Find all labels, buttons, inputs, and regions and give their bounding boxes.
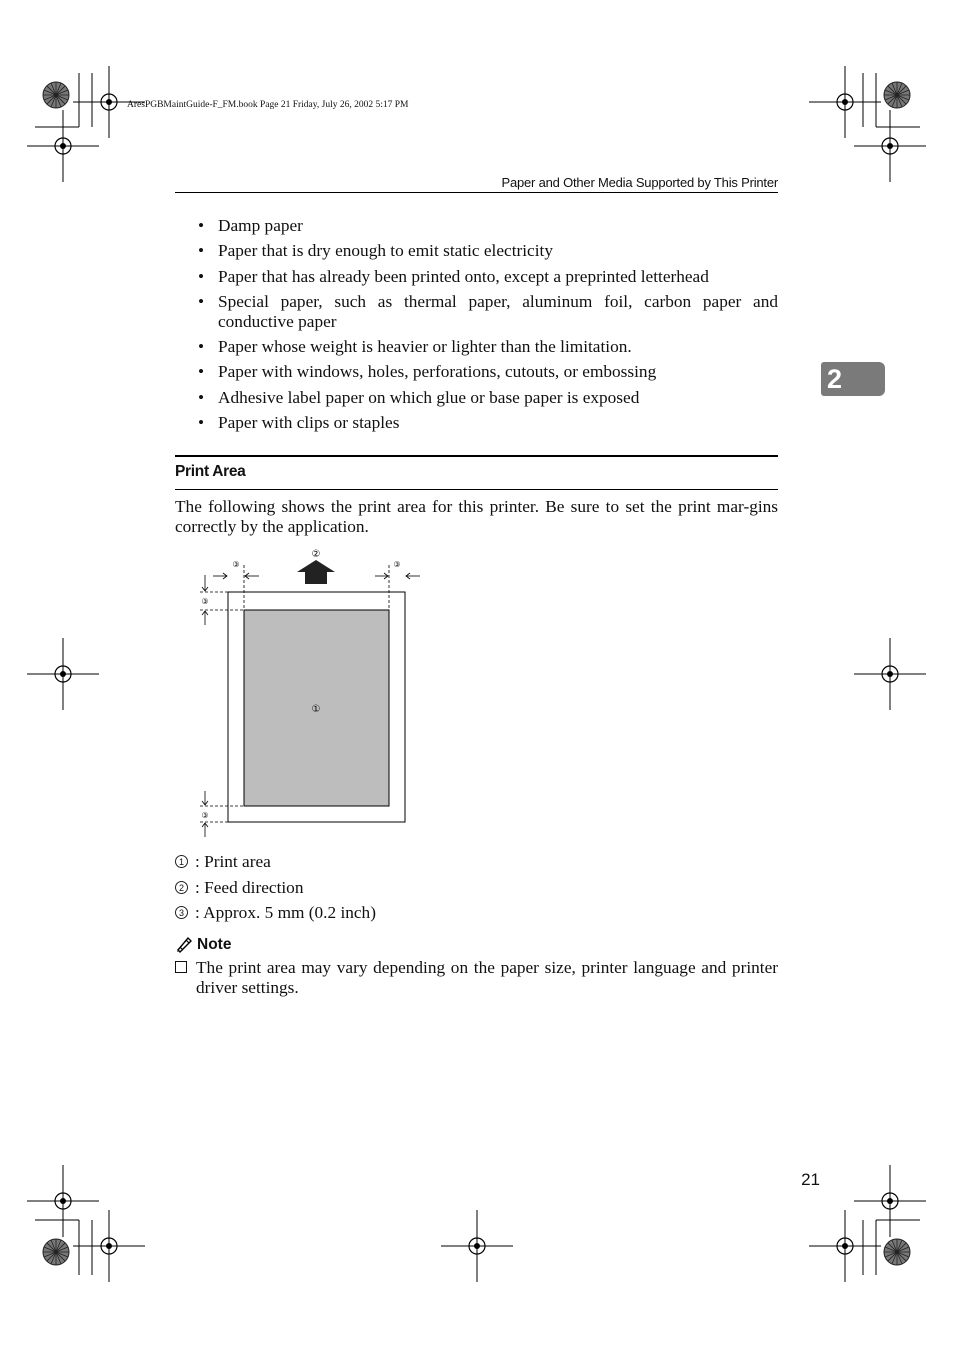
list-item: • Damp paper [175, 216, 778, 236]
section-rule-bottom [175, 489, 778, 490]
note-label: Note [197, 936, 232, 953]
print-area-diagram [195, 545, 435, 845]
section-rule-top [175, 455, 778, 457]
list-item: • Paper that has already been printed onto, except a preprinted letterhead [175, 267, 778, 287]
callout-print-area: ① [311, 704, 321, 715]
section-title: Print Area [175, 463, 246, 480]
legend-marker: 1 [175, 855, 188, 868]
book-file-info: AresPGBMaintGuide-F_FM.book Page 21 Friday, July 26, 2002 5:17 PM [127, 100, 409, 110]
chapter-number: 2 [827, 364, 843, 394]
list-item: • Paper whose weight is heavier or lighter than the limitation. [175, 337, 778, 357]
list-item: • Paper with clips or staples [175, 413, 778, 433]
legend-text: : Print area [195, 852, 271, 871]
callout-margin-top-right: ③ [393, 560, 401, 569]
unsuitable-paper-list [175, 216, 778, 438]
legend-marker: 2 [175, 881, 188, 894]
legend-text: : Feed direction [195, 877, 304, 897]
callout-margin-left-top: ③ [201, 597, 209, 606]
callout-margin-top-left: ③ [232, 560, 240, 569]
list-item: • Paper that is dry enough to emit static electricity [175, 241, 778, 261]
page-number: 21 [801, 1170, 820, 1189]
running-head: Paper and Other Media Supported by This Printer [501, 175, 778, 190]
section-intro: The following shows the print area for this printer. Be sure to set the print mar-gins correctly by the application. [175, 497, 778, 536]
checkbox-bullet-icon [175, 961, 187, 973]
callout-margin-left-bottom: ③ [201, 811, 209, 820]
legend-text: : Approx. 5 mm (0.2 inch) [195, 903, 376, 922]
chapter-tab [821, 362, 885, 396]
pencil-icon [175, 935, 193, 953]
list-item: • Paper with windows, holes, perforations, cutouts, or embossing [175, 362, 778, 382]
callout-feed-direction: ② [311, 549, 321, 560]
note-text: The print area may vary depending on the paper size, printer language and printer driver settings. [196, 958, 778, 997]
header-rule [175, 192, 778, 193]
list-item: • Adhesive label paper on which glue or base paper is exposed [175, 388, 778, 408]
feed-direction-arrow-icon [297, 560, 335, 584]
legend-marker: 3 [175, 906, 188, 919]
list-item: • Special paper, such as thermal paper, aluminum foil, carbon paper and conductive paper [175, 292, 778, 332]
